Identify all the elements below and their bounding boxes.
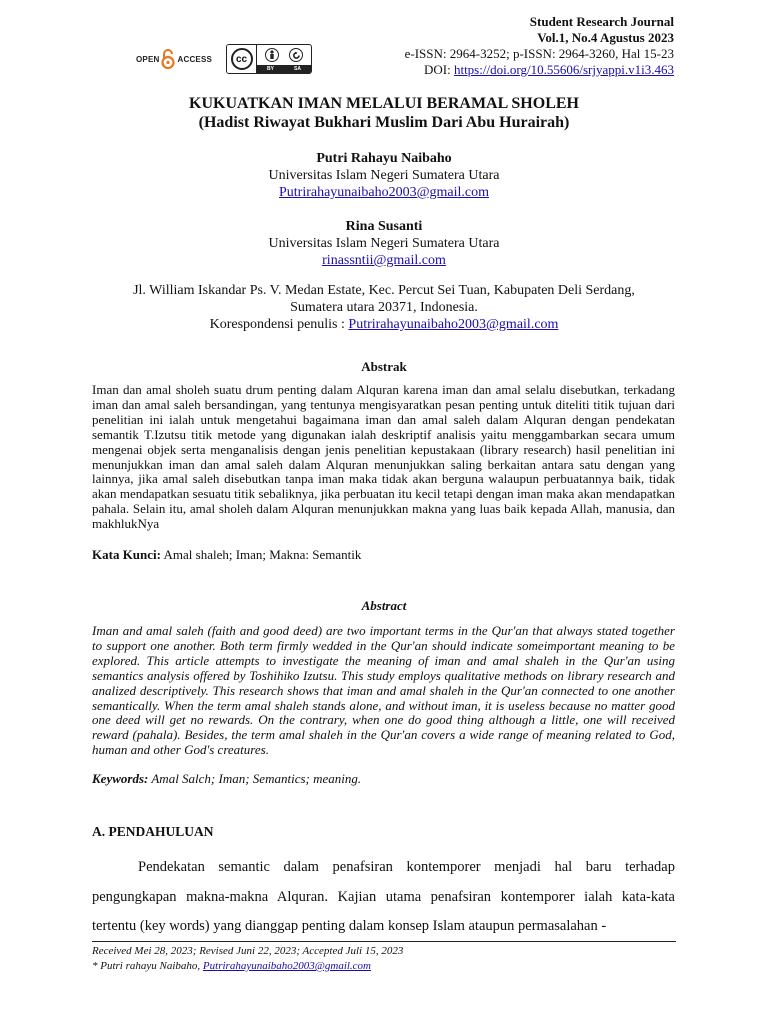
abstract-heading: Abstract: [361, 598, 407, 613]
footnote: [92, 944, 403, 974]
address-line-1: Jl. William Iskandar Ps. V. Medan Estate, Kec. Percut Sei Tuan, Kabupaten Deli Serdang,: [133, 283, 635, 298]
footnote-dates: Received Mei 28, 2023; Revised Juni 22, 2023; Accepted Juli 15, 2023: [92, 945, 404, 957]
doi-label: DOI:: [423, 62, 454, 77]
author-1-email-link[interactable]: Putrirahayunaibaho2003@gmail.com: [278, 185, 489, 200]
cc-logo: [227, 45, 257, 73]
abstrak-heading: Abstrak: [361, 359, 407, 374]
cc-sa-label: SA: [294, 66, 301, 72]
address-line-2: Sumatera utara 20371, Indonesia.: [290, 300, 478, 315]
open-lock-icon: [161, 49, 175, 69]
section-heading: A. PENDAHULUAN: [92, 824, 214, 839]
open-access-left-text: OPEN: [136, 54, 160, 64]
abstrak-text: Iman dan amal sholeh suatu drum penting dalam Alquran karena iman dan amal selalu disebutkan, terkadang iman dan amal saleh bersandingan, yang tentunya mengisyaratkan pesan penting untuk diteliti titik tujuan dari penelitian ini ialah untuk mengetahui bagaimana iman dan amal saleh dalam Alquran dengan pendekatan semantik T.Izutsu titik metode yang digunakan ialah deskriptif analisis yaitu menggambarkan secara umum mengenai objek serta menganalisis dengan jenis penelitian kepustakaan (library research) hasil penelitian ini menunjukkan iman dan amal saleh dalam Alquran menunjukkan saling berkaitan antara satu dengan yang lainnya, jika amal saleh disebutkan tanpa iman maka tidak akan berguna walaupun perbuatannya baik, tidak akan mendapatkan sesuatu titik sebaliknya, jika perbuatan itu kecil tetapi dengan iman maka akan mendapatkan pahala. Selain itu, amal sholeh dalam Alquran menunjukkan makna yang luas baik kepada Allah, manusia, dan makhlukNya: [92, 382, 675, 532]
author-2-name: Rina Susanti: [345, 219, 423, 234]
footnote-author: [92, 959, 403, 974]
creative-commons-badge: [226, 44, 312, 74]
correspondence-email-link[interactable]: Putrirahayunaibaho2003@gmail.com: [348, 317, 559, 332]
journal-volume: Vol.1, No.4 Agustus 2023: [537, 30, 674, 45]
keywords: [92, 771, 675, 786]
abstract-text: Iman and amal saleh (faith and good deed) are two important terms in the Qur'an that always stated together to support one another. Both term firmly wedded in the Qur'an should indicate someimportant meaning to be explored. This article attempts to investigate the meaning of iman and amal shaleh in the Qur'an using semantics analysis offered by Toshihiko Izutsu. This study employs qualitative methods on library research and analized descriptively. This research shows that iman and amal shaleh in the Qur'an connected to one another semantically. When the term amal shaleh stands alone, and without iman, it is useless because no matter good one deed will get no rewards. On the contrary, when one do good thing although a little, one will received reward (pahala). Besides, the term amal shaleh in the Qur'an covers a wide range of meaning related to God, human and other God's creatures.: [92, 623, 675, 758]
correspondence-line: [92, 316, 676, 333]
journal-name: Student Research Journal: [529, 14, 674, 29]
footnote-author-prefix: * Putri rahayu Naibaho,: [92, 960, 203, 972]
open-access-logo: [136, 49, 212, 69]
journal-doi: [405, 62, 674, 78]
cc-icon: cc: [231, 48, 253, 70]
author-2-email-link[interactable]: rinassntii@gmail.com: [322, 253, 446, 268]
footnote-email-link[interactable]: Putrirahayunaibaho2003@gmail.com: [202, 960, 372, 972]
keywords-text: Amal Salch; Iman; Semantics; meaning.: [148, 771, 362, 786]
section-body-text: Pendekatan semantic dalam penafsiran kontemporer menjadi hal baru terhadap pengungkapan makna-makna Alquran. Kajian utama penafsiran kontemporer ialah kata-kata tertentu (key words) yang dianggap penting dalam konsep Islam ataupun permasalahan -: [92, 859, 675, 934]
kata-kunci-text: Amal shaleh; Iman; Makna: Semantik: [160, 547, 362, 562]
kata-kunci-label: Kata Kunci:: [92, 547, 161, 562]
author-1-name: Putri Rahayu Naibaho: [316, 151, 452, 166]
cc-by-label: BY: [267, 66, 274, 72]
author-2-affiliation: Universitas Islam Negeri Sumatera Utara: [268, 236, 500, 251]
journal-issn: e-ISSN: 2964-3252; p-ISSN: 2964-3260, Hal 15-23: [404, 46, 674, 61]
address-block: [92, 282, 676, 333]
paper-title: [0, 94, 768, 132]
open-access-right-text: ACCESS: [177, 54, 213, 64]
doi-link[interactable]: https://doi.org/10.55606/srjyappi.v1i3.463: [453, 62, 674, 77]
correspondence-label: Korespondensi penulis :: [209, 317, 349, 332]
title-line-1: KUKUATKAN IMAN MELALUI BERAMAL SHOLEH: [189, 95, 579, 112]
kata-kunci: [92, 547, 675, 562]
author-1-affiliation: Universitas Islam Negeri Sumatera Utara: [268, 168, 500, 183]
keywords-label: Keywords:: [92, 771, 149, 786]
license-logos: [136, 44, 312, 74]
title-line-2: (Hadist Riwayat Bukhari Muslim Dari Abu Hurairah): [198, 114, 570, 131]
footnote-divider: [92, 941, 676, 942]
person-icon: [265, 48, 279, 62]
author-block: [0, 150, 768, 269]
share-alike-icon: [289, 48, 303, 62]
journal-info: [405, 14, 674, 78]
page-header: [92, 14, 674, 84]
